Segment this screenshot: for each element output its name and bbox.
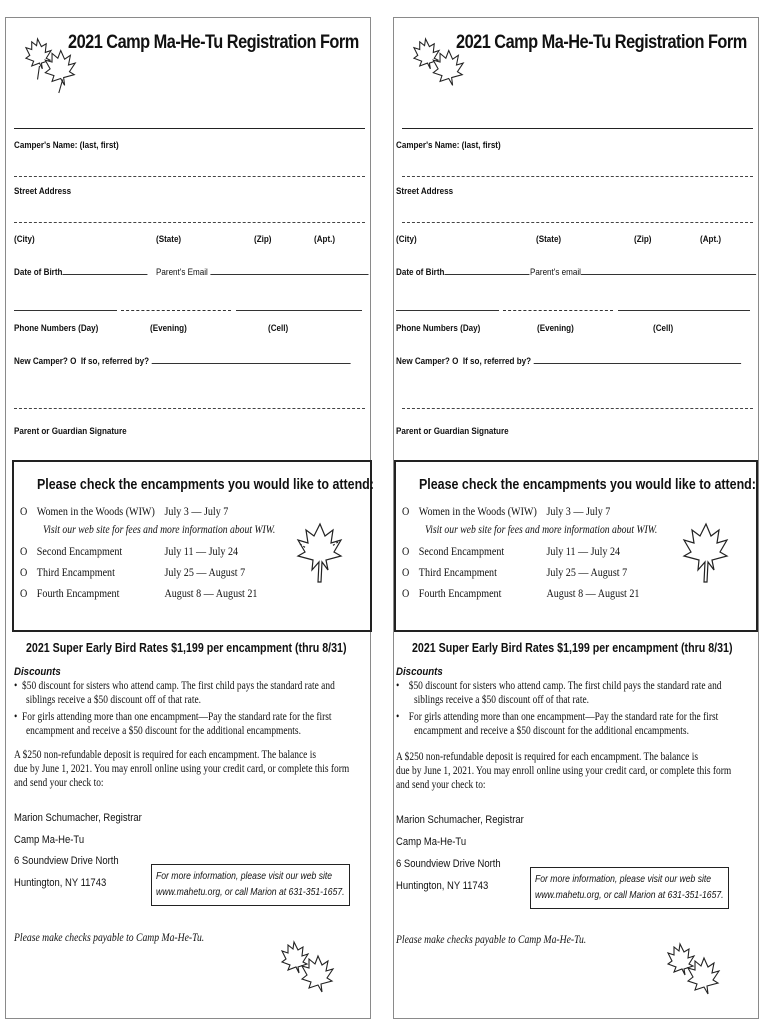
phone-cell-line[interactable] (618, 310, 750, 311)
address-name: Marion Schumacher, Registrar (14, 812, 142, 824)
discount-item-cont: encampment and receive a $50 discount for the additional encampments. (414, 725, 689, 737)
parent-email-field[interactable] (581, 274, 756, 275)
signature-label: Parent or Guardian Signature (396, 426, 509, 437)
discount-item-cont: siblings receive a $50 discount off of that rate. (414, 694, 590, 706)
encampment-option[interactable]: O Women in the Woods (WIW) July 3 — July 7 (20, 504, 229, 518)
encampments-box (12, 460, 372, 632)
checkbox-circle-icon[interactable]: O (402, 504, 410, 518)
discount-item: • $50 discount for sisters who attend camp. The first child pays the standard rate and (14, 680, 335, 692)
phone-day-label: Phone Numbers (Day) (14, 323, 99, 334)
address-city: Huntington, NY 11743 (14, 877, 107, 889)
checkbox-circle-icon[interactable]: O (402, 544, 410, 558)
info-line: www.mahetu.org, or call Marion at 631-351-1657. (535, 889, 724, 901)
city-line[interactable] (402, 222, 753, 223)
checkbox-circle-icon[interactable]: O (20, 565, 28, 579)
info-box (530, 867, 729, 909)
discount-item-cont: siblings receive a $50 discount off of that rate. (26, 694, 202, 706)
address-org: Camp Ma-He-Tu (14, 834, 85, 846)
dob-label: Date of Birth (14, 267, 147, 278)
encampment-option[interactable]: O Second Encampment July 11 — July 24 (20, 544, 239, 558)
encampments-heading: Please check the encampments you would like to attend: (419, 476, 756, 493)
parent-email-label: Parent's Email (156, 267, 368, 278)
info-line: For more information, please visit our web site (156, 870, 333, 882)
maple-leaves-icon (278, 938, 338, 1004)
street-label: Street Address (396, 186, 454, 197)
registration-form-right (393, 17, 759, 1019)
discounts-heading: Discounts (396, 666, 443, 678)
payable-note: Please make checks payable to Camp Ma-He-Tu. (396, 934, 587, 946)
discount-item: • For girls attending more than one encampment—Pay the standard rate for the first (396, 711, 719, 723)
encampment-option[interactable]: O Third Encampment July 25 — August 7 (402, 565, 628, 579)
street-line[interactable] (402, 176, 753, 177)
apt-label: (Apt.) (314, 234, 336, 245)
encampments-heading: Please check the encampments you would like to attend: (37, 476, 374, 493)
street-label: Street Address (14, 186, 72, 197)
camper-name-line[interactable] (14, 128, 365, 129)
new-camper-checkbox[interactable]: O (70, 356, 77, 367)
camper-name-line[interactable] (402, 128, 753, 129)
encampment-option[interactable]: O Fourth Encampment August 8 — August 21 (402, 586, 640, 600)
checkbox-circle-icon[interactable]: O (402, 565, 410, 579)
registration-form-left (5, 17, 374, 1019)
phone-cell-label: (Cell) (268, 323, 289, 334)
encampment-option[interactable]: O Women in the Woods (WIW) July 3 — July 7 (402, 504, 611, 518)
deposit-line: due by June 1, 2021. You may enroll online using your credit card, or complete this form (396, 765, 732, 777)
checkbox-circle-icon[interactable]: O (20, 586, 28, 600)
rates-heading: 2021 Super Early Bird Rates $1,199 per encampment (thru 8/31) (26, 640, 347, 655)
deposit-line: and send your check to: (14, 777, 104, 789)
phone-evening-line[interactable] (503, 310, 613, 311)
apt-label: (Apt.) (700, 234, 722, 245)
new-camper-checkbox[interactable]: O (452, 356, 459, 367)
dob-label: Date of Birth (396, 267, 529, 278)
encampment-option[interactable]: O Third Encampment July 25 — August 7 (20, 565, 246, 579)
signature-label: Parent or Guardian Signature (14, 426, 127, 437)
discounts-heading: Discounts (14, 666, 61, 678)
checkbox-circle-icon[interactable]: O (402, 586, 410, 600)
address-street: 6 Soundview Drive North (396, 858, 501, 870)
form-title: 2021 Camp Ma-He-Tu Registration Form (68, 32, 359, 53)
deposit-line: A $250 non-refundable deposit is required for each encampment. The balance is (14, 749, 317, 761)
encampment-option[interactable]: O Second Encampment July 11 — July 24 (402, 544, 621, 558)
city-label: (City) (14, 234, 35, 245)
phone-day-line[interactable] (396, 310, 499, 311)
dob-field[interactable] (62, 274, 147, 275)
phone-cell-label: (Cell) (653, 323, 674, 334)
dob-field[interactable] (444, 274, 529, 275)
maple-leaves-icon (664, 940, 724, 1006)
address-street: 6 Soundview Drive North (14, 855, 119, 867)
phone-day-line[interactable] (14, 310, 117, 311)
deposit-line: and send your check to: (396, 779, 486, 791)
city-line[interactable] (14, 222, 365, 223)
encampments-note: Visit our web site for fees and more information about WIW. (425, 524, 658, 536)
new-camper-row: New Camper? O If so, referred by? (14, 356, 350, 367)
zip-label: (Zip) (254, 234, 272, 245)
phone-cell-line[interactable] (236, 310, 362, 311)
phone-evening-line[interactable] (121, 310, 231, 311)
new-camper-row: New Camper? O If so, referred by? (396, 356, 741, 367)
camper-name-label: Camper's Name: (last, first) (396, 140, 501, 151)
info-box (151, 864, 350, 906)
deposit-line: due by June 1, 2021. You may enroll online using your credit card, or complete this form (14, 763, 350, 775)
discount-item: • $50 discount for sisters who attend camp. The first child pays the standard rate and (396, 680, 722, 692)
maple-leaf-icon (290, 520, 350, 586)
parent-email-field[interactable] (210, 274, 368, 275)
address-org: Camp Ma-He-Tu (396, 836, 467, 848)
referred-field[interactable] (151, 363, 350, 364)
signature-line[interactable] (14, 408, 365, 409)
encampments-note: Visit our web site for fees and more information about WIW. (43, 524, 276, 536)
rates-heading: 2021 Super Early Bird Rates $1,199 per encampment (thru 8/31) (412, 640, 733, 655)
deposit-line: A $250 non-refundable deposit is required for each encampment. The balance is (396, 751, 699, 763)
phone-evening-label: (Evening) (150, 323, 187, 334)
signature-line[interactable] (402, 408, 753, 409)
checkbox-circle-icon[interactable]: O (20, 504, 28, 518)
discount-item: • For girls attending more than one encampment—Pay the standard rate for the first (14, 711, 332, 723)
phone-day-label: Phone Numbers (Day) (396, 323, 481, 334)
maple-leaf-icon (676, 520, 736, 586)
referred-field[interactable] (533, 363, 740, 364)
address-city: Huntington, NY 11743 (396, 880, 489, 892)
state-label: (State) (156, 234, 182, 245)
encampment-option[interactable]: O Fourth Encampment August 8 — August 21 (20, 586, 258, 600)
info-line: For more information, please visit our web site (535, 873, 712, 885)
info-line: www.mahetu.org, or call Marion at 631-351-1657. (156, 886, 345, 898)
encampments-box (394, 460, 758, 632)
phone-evening-label: (Evening) (537, 323, 574, 334)
street-line[interactable] (14, 176, 365, 177)
address-name: Marion Schumacher, Registrar (396, 814, 524, 826)
zip-label: (Zip) (634, 234, 652, 245)
payable-note: Please make checks payable to Camp Ma-He-Tu. (14, 932, 205, 944)
discount-item-cont: encampment and receive a $50 discount for the additional encampments. (26, 725, 301, 737)
checkbox-circle-icon[interactable]: O (20, 544, 28, 558)
parent-email-label: Parent's email (530, 267, 756, 278)
camper-name-label: Camper's Name: (last, first) (14, 140, 119, 151)
state-label: (State) (536, 234, 562, 245)
form-title: 2021 Camp Ma-He-Tu Registration Form (456, 32, 747, 53)
city-label: (City) (396, 234, 417, 245)
